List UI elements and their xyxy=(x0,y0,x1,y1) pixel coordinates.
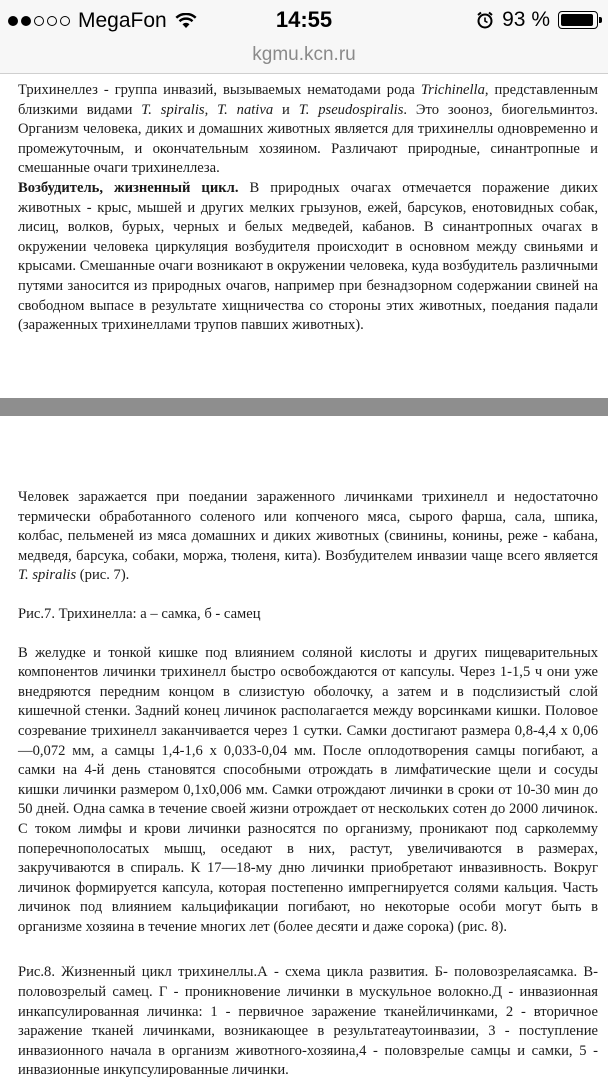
species-name: T. spiralis xyxy=(141,101,205,118)
page-break-divider xyxy=(0,398,608,416)
lifecycle-paragraph: Возбудитель, жизненный цикл. В природных очагах отмечается поражение диких животных - крыс, мышей и других мелких грызунов, ежей, барсуков, енотовидных собак, лисиц, волков, бурых, черных и белых медведей, кабанов. В синантропных очагах в окружении человека циркуляция возбудителя происходит в основном между свиньями и крысами. Смешанные очаги возникают в окружении человека, куда возбудитель различными путями заносится из природных очагов, например при безнадзорном содержании свиней на свободном выпасе в результате хищничества со стороны этих животных, поедания падали (зараженных трихинеллами трупов павших животных). xyxy=(18,179,598,334)
figure-8-caption: Рис.8. Жизненный цикл трихинеллы.А - схема цикла развития. Б- половозрелаясамка. В- половозрелый самец. Г - проникновение личинки в мускульное волокно.Д - инвазионная инкапсулированная личинка: 1 - первичное заражение тканейличинками, 2 - вторичное заражение тканей личинками, возникающее в результатеаутоинвазии, 3 - поступление инвазионного начала в организм животного-хозяина,4 - половзрелые самцы и самки, 5 - инвазионные инкупсулированные личинки. xyxy=(18,964,598,1079)
battery-level-fill xyxy=(561,14,593,26)
alarm-clock-icon xyxy=(476,11,494,29)
status-right-group xyxy=(476,8,598,32)
article-page-1 xyxy=(18,81,598,336)
carrier-name: MegaFon xyxy=(78,9,167,32)
clock: 14:55 xyxy=(275,7,333,32)
figure-7-caption: Рис.7. Трихинелла: а – самка, б - самец xyxy=(18,605,261,622)
status-bar xyxy=(0,0,608,40)
intro-paragraph: Трихинеллез - группа инвазий, вызываемых нематодами рода Trichinella, представленным близкими видами T. spiralis, T. nativa и T. pseudospiralis. Это зооноз, биогельминтоз. Организм человека, диких и домашних животных является для трихинеллы одновременно и промежуточным, и окончательным хозяином. Различают природные, синантропные и смешанные очаги трихинеллеза. xyxy=(18,82,599,177)
species-name: T. spiralis xyxy=(18,567,77,584)
url-bar[interactable] xyxy=(0,40,608,74)
section-heading: Возбудитель, жизненный цикл. xyxy=(18,179,239,196)
article-page-2 xyxy=(18,488,598,1081)
genus-name: Trichinella xyxy=(420,82,485,98)
battery-icon xyxy=(558,11,598,29)
species-name: T. nativa xyxy=(217,101,274,118)
battery-percent: 93 % xyxy=(502,8,550,31)
infection-paragraph: Человек заражается при поедании зараженного личинками трихинелл и недостаточно термически обработанного соленого или копченого мяса, сырого фарша, сала, шпика, колбас, пельменей из мяса домашних и диких животных (свинины, конины, реже - кабана, медведя, барсука, собаки, моржа, тюленя, кита). Возбудителем инвазии чаще всего является T. spiralis (рис. 7). xyxy=(18,489,598,584)
url-text[interactable]: kgmu.kcn.ru xyxy=(252,44,356,65)
species-name: T. pseudospiralis xyxy=(298,101,404,118)
development-paragraph: В желудке и тонкой кишке под влиянием соляной кислоты и других пищеварительных компонентов личинки трихинелл быстро освобождаются от капсулы. Через 1-1,5 ч они уже внедряются передним концом в слизистую оболочку, а затем и в подслизистый слой кишечной стенки. Задний конец личинок располагается между ворсинками кишки. Половое созревание трихинелл заканчивается через 1 сутки. Самки достигают размера 0,8-4,4 х 0,06—0,072 мм, а самцы 1,4-1,6 х 0,033-0,04 мм. После оплодотворения самцы погибают, а самки на 4-й день становятся способными отрождать в лимфатические щели и сосуды кишки личинки размером 0,1х0,006 мм. Самки отрождают личинки в сроки от 10-30 мин до 50 дней. Одна самка в течение своей жизни отрождает от нескольких сотен до 2000 личинок. С током лимфы и крови личинки разносятся по организму, проникают под сарколемму поперечнополосатых мышц, оседают в них, растут, увеличиваются в размерах, закручиваются в спираль. К 17—18-му дню личинки приобретают инвазивность. Вокруг личинок формируется капсула, которая постепенно импрегнируется солями кальция. Часть личинок под влиянием кальцификации погибают, но некоторые особи могут быть в организме хозяина в течение многих лет (более десяти и даже сорока) (рис. 8). xyxy=(18,644,598,935)
